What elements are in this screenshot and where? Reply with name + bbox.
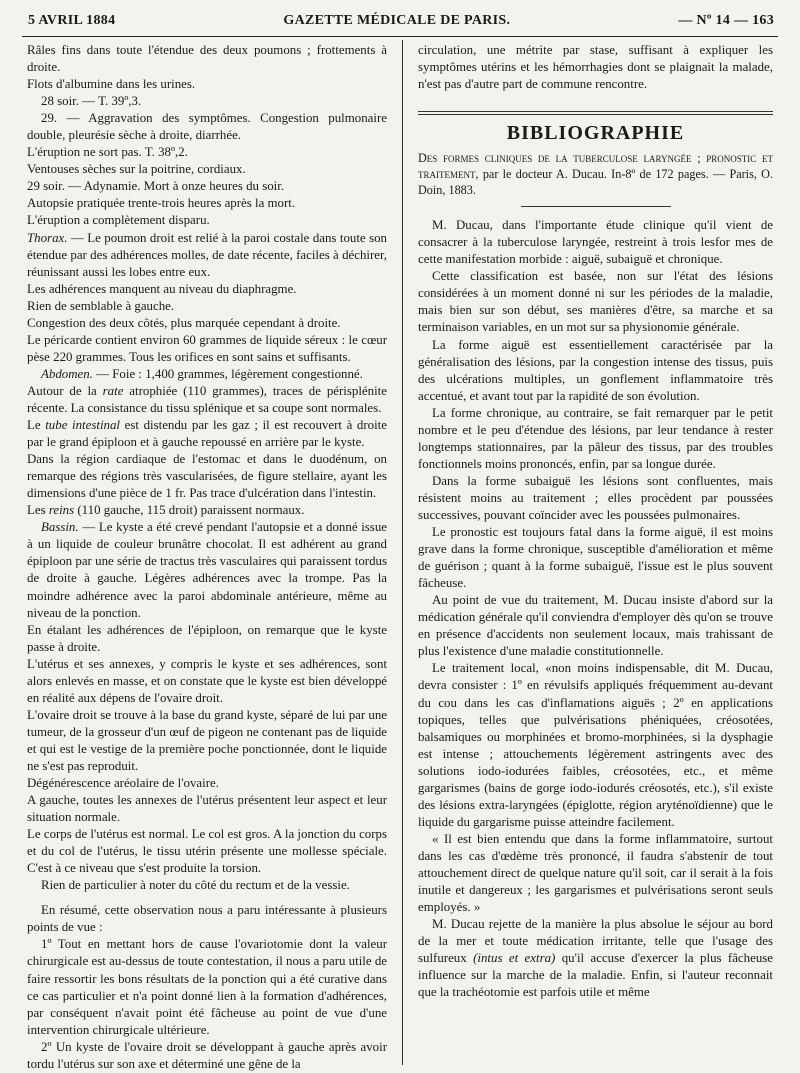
paragraph-text: (110 gauche, 115 droit) paraissent normaux.	[74, 503, 305, 518]
paragraph: Au point de vue du traitement, M. Ducau insiste d'abord sur la médication générale qu'il conviendra d'employer dès qu'on se trouve en présence d'accidents non seulement locaux, mais trahissant de plus l'existence d'une maladie constitutionnelle.	[418, 593, 773, 659]
paragraph: Le péricarde contient environ 60 grammes de liquide séreux : le cœur pèse 220 grammes. Tous les orifices en sont sains et suffisants.	[27, 332, 387, 364]
header-date: 5 AVRIL 1884	[28, 13, 116, 28]
paragraph-text: Les	[27, 503, 49, 518]
section-label: Thorax.	[27, 230, 68, 245]
header-journal-title: GAZETTE MÉDICALE DE PARIS.	[283, 13, 511, 28]
section-rule	[418, 111, 773, 112]
paragraph-text: Autour de la	[27, 383, 103, 398]
paragraph-text: — Le poumon droit est relié à la paroi costale dans toute son étendue par des adhérences molles, de date récente, faciles à déchirer, réunissant aussi les lobes entre eux.	[27, 230, 387, 279]
left-column	[27, 42, 387, 1073]
italic-term: (intus et extra)	[473, 951, 556, 966]
paragraph	[418, 916, 773, 1001]
italic-term: tube intestinal	[45, 418, 121, 433]
paragraph	[27, 417, 387, 451]
book-title: Des formes cliniques de la tuberculose laryngée ; pronostic et traitement,	[418, 151, 773, 182]
paragraph-text: qu'il accuse d'exercer la plus fâcheuse influence sur la marche de la maladie. Enfin, si l'auteur reconnait que la trachéotomie est parfois utile et même	[418, 951, 774, 1000]
paragraph-text: — Foie : 1,400 grammes, légèrement congestionné.	[92, 366, 363, 381]
paragraph-text: est distendu par les gaz ; il est recouvert à droite par le grand épiploon et à gauche repoussé en arrière par le kyste.	[27, 418, 387, 450]
paragraph: circulation, une métrite par stase, suffisant à expliquer les symptômes utérins et les hémorrhagies dont se plaignait la malade, n'est pas d'autre part de commune rencontre.	[418, 43, 773, 92]
bibliography-reference	[418, 150, 773, 198]
paragraph: Les adhérences manquent au niveau du diaphragme.	[27, 281, 297, 296]
paragraph: 1º Tout en mettant hors de cause l'ovariotomie dont la valeur chirurgicale est au-dessus de toute contestation, il nous a paru utile de faire ressortir les bons résultats de la ponction qui a été curative dans ce cas particulier et n'a point donné lien à la formation d'adhérences, par conséquent n'avait point été fâcheuse au point de vue d'une intervention chirurgicale ultérieure.	[27, 937, 387, 1037]
header-rule	[22, 36, 778, 37]
paragraph-text: — Le kyste a été crevé pendant l'autopsie et a donné issue à un liquide de couleur brunâtre chocolat. Il est adhérent au grand épiploon par une série de tractus très vasculaires qui paraissent tordus de droite à gauche. Légères adhérences avec la trompe. Pas la moindre adhérence avec la paroi abdominale antérieure, même au niveau de la ponction.	[27, 520, 387, 620]
right-column	[418, 42, 773, 1001]
book-author-details: par le docteur A. Ducau. In-8º de 172 pages. — Paris, O. Doin, 1883.	[418, 167, 773, 198]
paragraph: L'ovaire droit se trouve à la base du grand kyste, séparé de lui par une tumeur, de la grosseur d'un œuf de pigeon ne contenant pas de liquide et qui est le vestige de la première poche ponctionnée, dont le liquide ne s'est pas reproduit.	[27, 707, 387, 773]
paragraph: Dans la forme subaiguë les lésions sont confluentes, mais résistent moins au traitement ; elles procèdent par poussées successives, pouvant coïncider avec les poussées pulmonaires.	[418, 473, 773, 522]
paragraph: 28 soir. — T. 39º,3.	[41, 94, 142, 109]
paragraph: La forme chronique, au contraire, se fait remarquer par le petit nombre et le peu d'étendue des lésions, par leur tendance à rester longtemps stationnaires, par la pâleur des tissus, par des troubles fonctionnels moins prononcés, enfin, par sa longue durée.	[418, 405, 773, 471]
paragraph: Le pronostic est toujours fatal dans la forme aiguë, il est moins grave dans la forme chronique, susceptible d'amélioration et même de guérison ; quant à la forme subaiguë, l'issue est le plus souvent fâcheuse.	[418, 525, 773, 591]
section-label: Abdomen.	[41, 366, 93, 381]
paragraph	[27, 383, 387, 417]
paragraph: « Il est bien entendu que dans la forme inflammatoire, surtout dans les cas d'œdème très prononcé, il faudra s'abstenir de tout attouchement direct de quelque nature qu'il soit, car il serait à la fois inutile et dangereux ; les gargarismes et pulvérisations seront seuls employés. »	[418, 831, 773, 915]
paragraph	[27, 502, 387, 519]
paragraph: 29 soir. — Adynamie. Mort à onze heures du soir.	[27, 179, 285, 194]
paragraph: Dégénérescence aréolaire de l'ovaire.	[27, 776, 219, 791]
italic-term: reins	[48, 503, 75, 518]
paragraph: Dans la région cardiaque de l'estomac et dans le duodénum, on remarque des régions très vascularisées, de figure stellaire, ayant les dimensions d'une pièce de 1 fr. Pas trace d'ulcération dans l'intestin.	[27, 452, 387, 501]
paragraph: L'utérus et ses annexes, y compris le kyste et ses adhérences, sont alors enlevés en masse, et on constate que le kyste est bien développé en réalité aux dépens de l'ovaire droit.	[27, 656, 387, 705]
paragraph-text: Le	[27, 418, 46, 433]
paragraph-text: atrophiée (110 grammes), traces de périsplénite récente. La consistance du tissu splénique et sa coupe sont normales.	[27, 383, 387, 415]
paragraph	[27, 519, 387, 621]
paragraph: La forme aiguë est essentiellement caractérisée par la généralisation des lésions, par la congestion intense des tissus, puis des ulcérations multiples, un gonflement inflammatoire très accentué, et avant tout par la rapidité de son évolution.	[418, 337, 773, 403]
paragraph: A gauche, toutes les annexes de l'utérus présentent leur aspect et leur situation normale.	[27, 793, 387, 825]
paragraph: M. Ducau, dans l'importante étude clinique qu'il vient de consacrer à la tuberculose laryngée, restreint à trois lesfor mes de cette manifestation morbide : aiguë, subaiguë et chronique.	[418, 218, 773, 267]
paragraph: 2º Un kyste de l'ovaire droit se développant à gauche après avoir tordu l'utérus sur son axe et déterminé une gêne de la	[27, 1039, 387, 1071]
paragraph: L'éruption a complètement disparu.	[27, 213, 210, 228]
bibliography-heading: BIBLIOGRAPHIE	[506, 122, 685, 145]
paragraph	[27, 230, 387, 281]
paragraph: En étalant les adhérences de l'épiploon, on remarque que le kyste passe à droite.	[27, 622, 387, 654]
paragraph: Le traitement local, «non moins indispensable, dit M. Ducau, devra consister : 1º en révulsifs appliqués fréquemment au-devant du cou dans les cas d'inflamations aiguës ; 2º en applications topiques, telles que pulvérisations phéniquées, créosotées, balsamiques ou morphinées et bromo-morphinées, si la dysphagie est intense ; attouchements légèrement astringents avec des solutions iodo-iodurées faibles, créosotées, etc., et même gargarismes (bains de gorge iodo-iodurés créosotés, etc.), s'il existe des lésions extra-laryngées (épiglotte, région aryténoïdienne) que le liquide du gargarisme puisse atteindre facilement.	[418, 661, 773, 829]
paragraph: L'éruption ne sort pas. T. 38º,2.	[27, 145, 188, 160]
paragraph-text: M. Ducau rejette de la manière la plus absolue le séjour au bord de la mer et toute médication irritante, telle que l'usage des sulfureux	[418, 917, 773, 966]
paragraph: Congestion des deux côtés, plus marquée cependant à droite.	[27, 315, 341, 330]
paragraph	[27, 366, 387, 383]
paragraph: En résumé, cette observation nous a paru intéressante à plusieurs points de vue :	[27, 903, 387, 935]
paragraph: Ventouses sèches sur la poitrine, cordiaux.	[27, 162, 246, 177]
paragraph: Rien de particulier à noter du côté du rectum et de la vessie.	[41, 878, 350, 893]
paragraph: Cette classification est basée, non sur l'état des lésions considérées à un moment donné ni sur les périodes de la maladie, mais bien sur son début, ses manières d'être, sa marche et sa terminaison variables, en un mot sur sa physionomie générale.	[418, 269, 773, 335]
header-issue-page: — Nº 14 — 163	[678, 13, 774, 28]
paragraph: Le corps de l'utérus est normal. Le col est gros. A la jonction du corps et du col de l'utérus, le tissu utérin présente une mollesse spéciale. C'est à ce niveau que s'est produite la torsion.	[27, 827, 387, 876]
paragraph: 29. — Aggravation des symptômes. Congestion pulmonaire double, pleurésie sèche à droite, diarrhée.	[27, 111, 387, 143]
section-label: Bassin.	[41, 520, 79, 535]
page-header	[28, 8, 774, 34]
paragraph: Rien de semblable à gauche.	[27, 298, 175, 313]
section-rule	[418, 114, 773, 115]
paragraph: Flots d'albumine dans les urines.	[27, 77, 196, 92]
paragraph: Autopsie pratiquée trente-trois heures après la mort.	[27, 196, 296, 211]
column-divider	[402, 40, 403, 1065]
italic-term: rate	[102, 383, 124, 398]
paragraph: Râles fins dans toute l'étendue des deux poumons ; frottements à droite.	[27, 43, 387, 75]
reference-rule	[521, 206, 671, 207]
